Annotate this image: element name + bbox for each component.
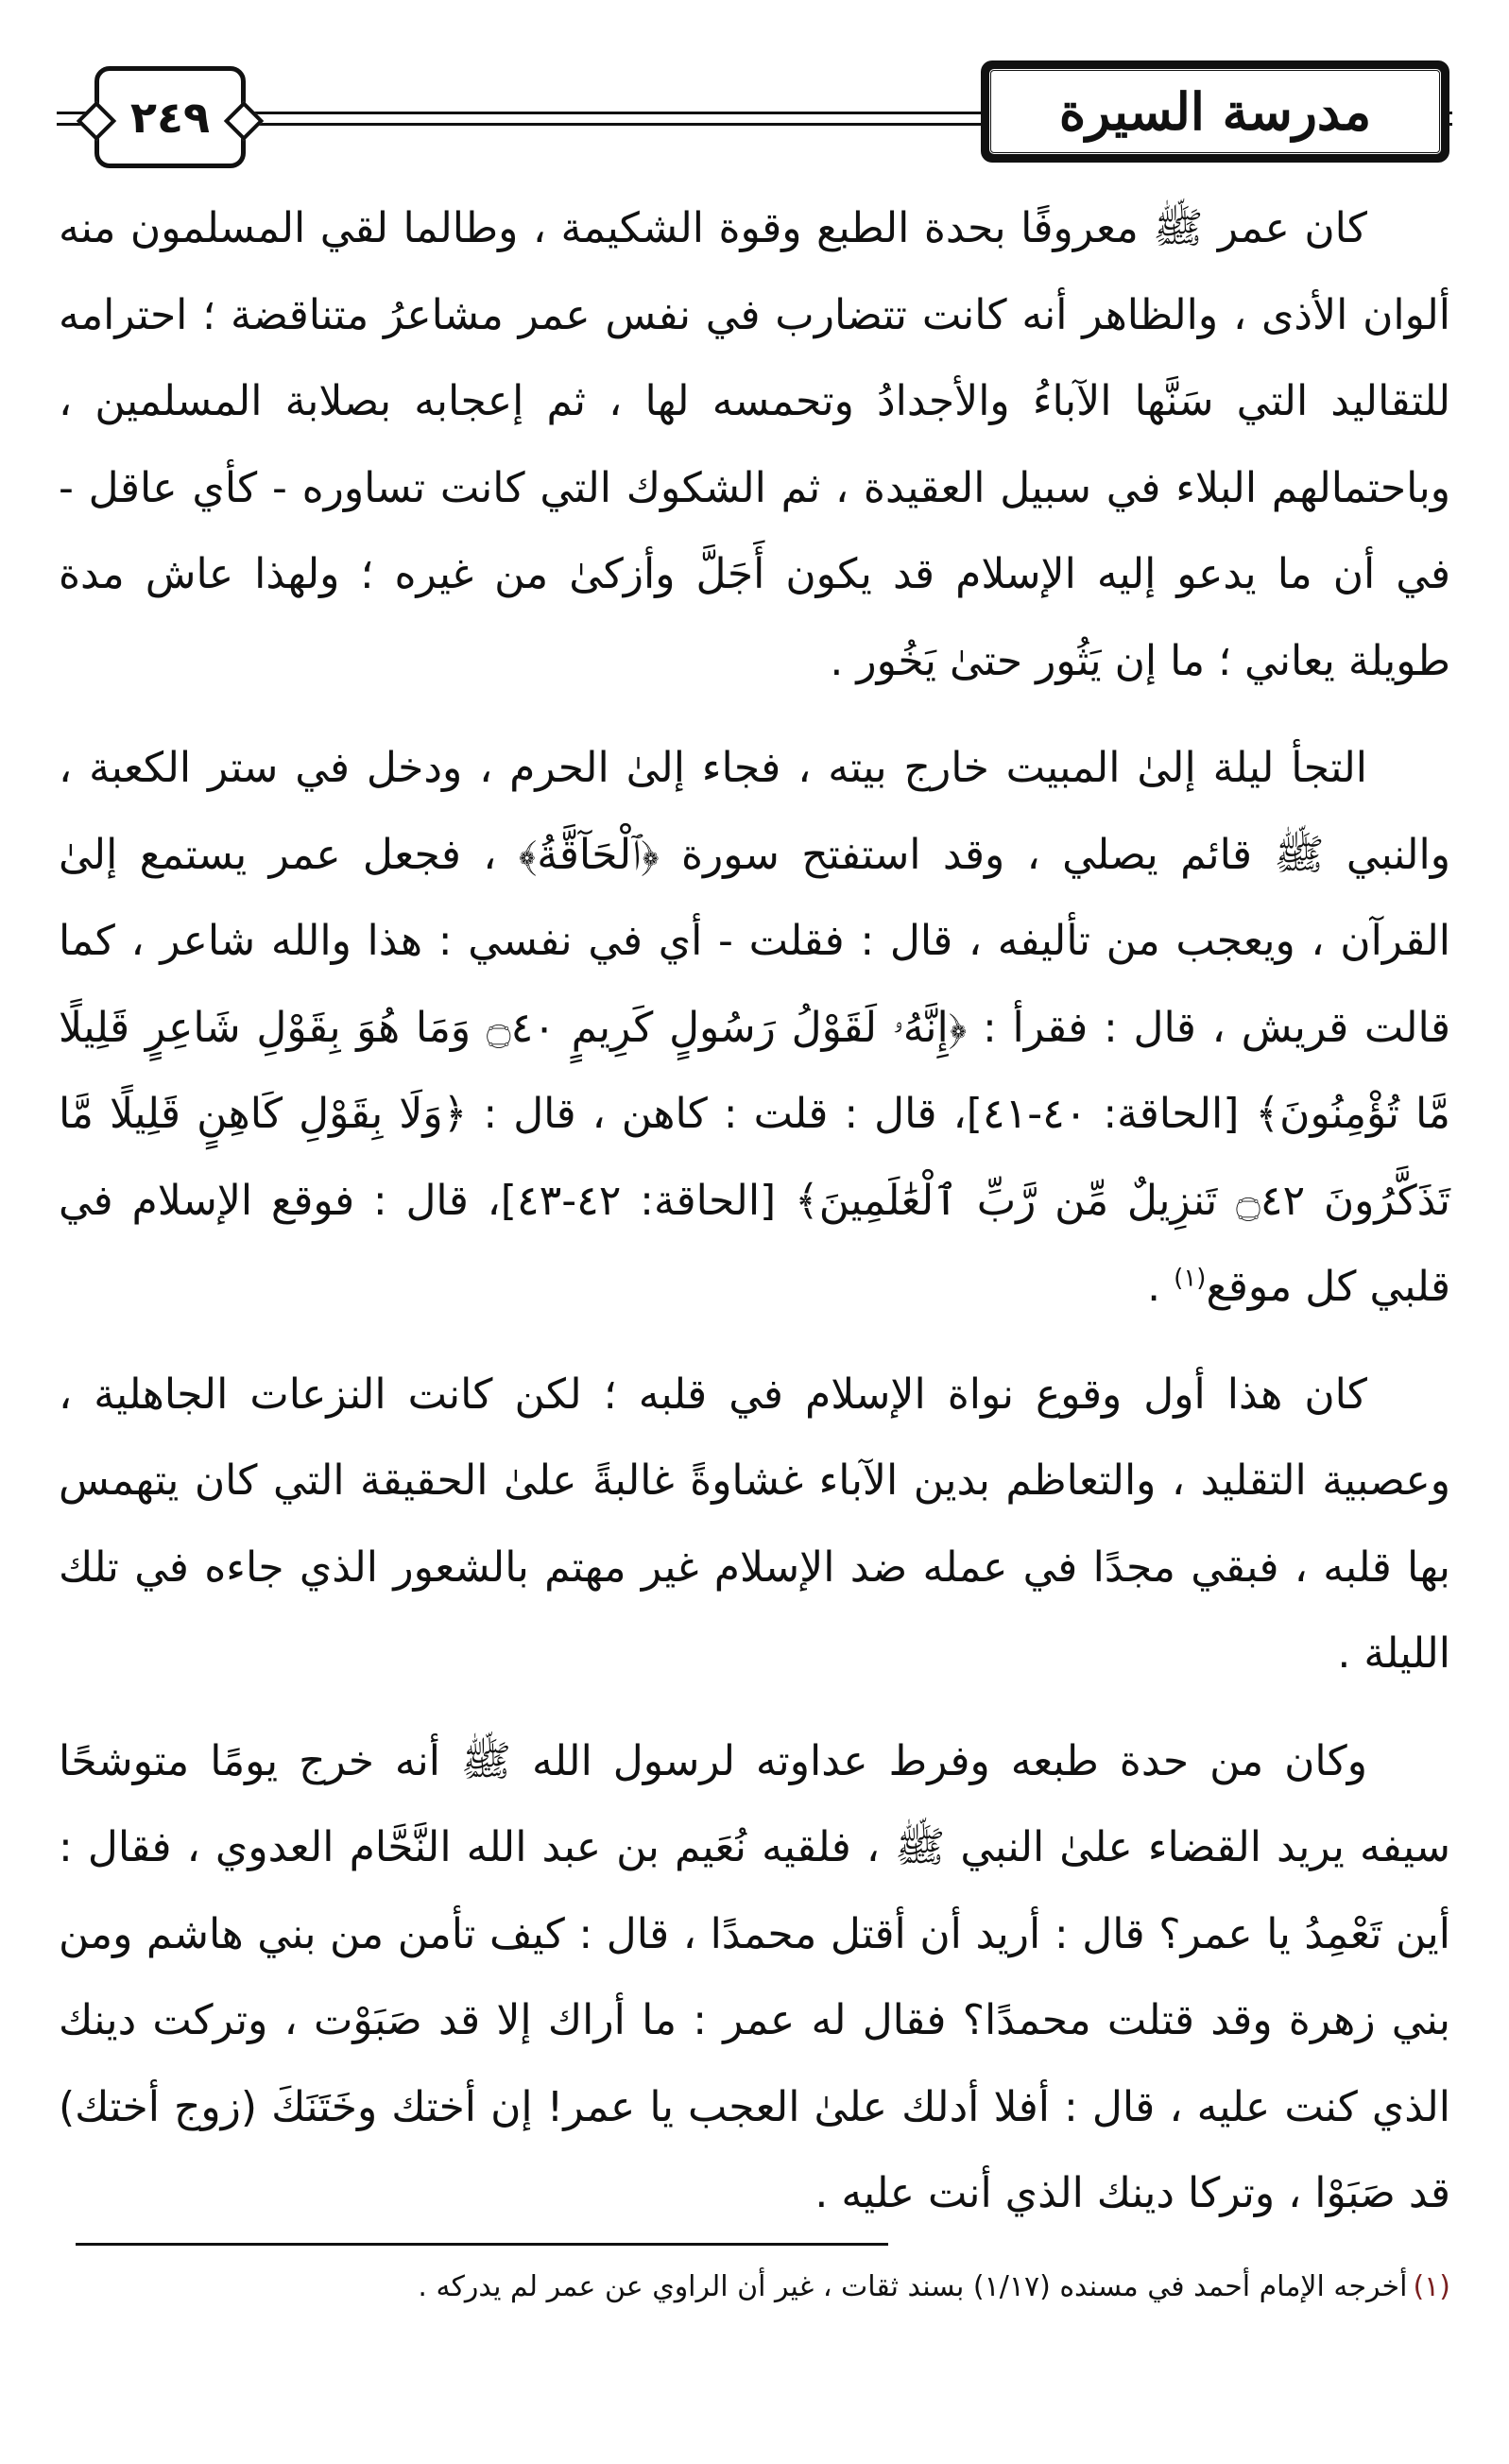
running-title: مدرسة السيرة [988, 68, 1442, 155]
paragraph-2-text: التجأ ليلة إلىٰ المبيت خارج بيته ، فجاء إلىٰ الحرم ، ودخل في ستر الكعبة ، والنبي ﷺ قائم يصلي ، وقد استفتح سورة ﴿ٱلْحَآقَّةُ﴾ ، فجعل عمر يستمع إلىٰ القرآن ، ويعجب من تأليفه ، قال : فقلت - أي في نفسي : هذا والله شاعر ، كما قالت قريش ، قال : فقرأ : ﴿إِنَّهُۥ لَقَوْلُ رَسُولٍ كَرِيمٍ ۝٤٠ وَمَا هُوَ بِقَوْلِ شَاعِرٍ قَلِيلًا مَّا تُؤْمِنُونَ﴾ [الحاقة: ٤٠-٤١]، قال : قلت : كاهن ، قال : ﴿وَلَا بِقَوْلِ كَاهِنٍ قَلِيلًا مَّا تَذَكَّرُونَ ۝٤٢ تَنزِيلٌ مِّن رَّبِّ ٱلْعَٰلَمِينَ﴾ [الحاقة: ٤٢-٤٣]، قال : فوقع الإسلام في قلبي كل موقع [59, 744, 1450, 1311]
main-text [59, 185, 1450, 2237]
footnote-separator [76, 2243, 888, 2246]
paragraph-1: كان عمر ﷺ معروفًا بحدة الطبع وقوة الشكيمة ، وطالما لقي المسلمون منه ألوان الأذى ، والظاهر أنه كانت تتضارب في نفس عمر مشاعرُ متناقضة ؛ احترامه للتقاليد التي سَنَّها الآباءُ والأجدادُ وتحمسه لها ، ثم إعجابه بصلابة المسلمين ، وباحتمالهم البلاء في سبيل العقيدة ، ثم الشكوك التي كانت تساوره - كأي عاقل - في أن ما يدعو إليه الإسلام قد يكون أَجَلَّ وأزكىٰ من غيره ؛ ولهذا عاش مدة طويلة يعاني ؛ ما إن يَثُور حتىٰ يَخُور . [59, 204, 1450, 685]
footnote-number: (١) [1413, 2270, 1450, 2303]
footnote-text: أخرجه الإمام أحمد في مسنده (١/١٧) بسند ثقات ، غير أن الراوي عن عمر لم يدركه . [418, 2270, 1408, 2303]
footnote-reference: (١) [1174, 1264, 1207, 1293]
paragraph-2 [59, 725, 1450, 1331]
paragraph-4: وكان من حدة طبعه وفرط عداوته لرسول الله ﷺ أنه خرج يومًا متوشحًا سيفه يريد القضاء علىٰ النبي ﷺ ، فلقيه نُعَيم بن عبد الله النَّحَّام العدوي ، فقال : أين تَعْمِدُ يا عمر؟ قال : أريد أن أقتل محمدًا ، قال : كيف تأمن من بني هاشم ومن بني زهرة وقد قتلت محمدًا؟ فقال له عمر : ما أراك إلا قد صَبَوْت ، وتركت دينك الذي كنت عليه ، قال : أفلا أدلك علىٰ العجب يا عمر! إن أختك وخَتَنَكَ (زوج أختك) قد صَبَوْا ، وتركا دينك الذي أنت عليه . [59, 1736, 1450, 2217]
page-number: ٢٤٩ [94, 66, 246, 168]
footnote [59, 2261, 1450, 2314]
running-title-frame [981, 60, 1449, 163]
paragraph-3: كان هذا أول وقوع نواة الإسلام في قلبه ؛ لكن كانت النزعات الجاهلية ، وعصبية التقليد ، والتعاظم بدين الآباء غشاوةً غالبةً علىٰ الحقيقة التي كان يتهمس بها قلبه ، فبقي مجدًا في عمله ضد الإسلام غير مهتم بالشعور الذي جاءه في تلك الليلة . [59, 1370, 1450, 1678]
paragraph-2-end: . [1147, 1263, 1161, 1311]
